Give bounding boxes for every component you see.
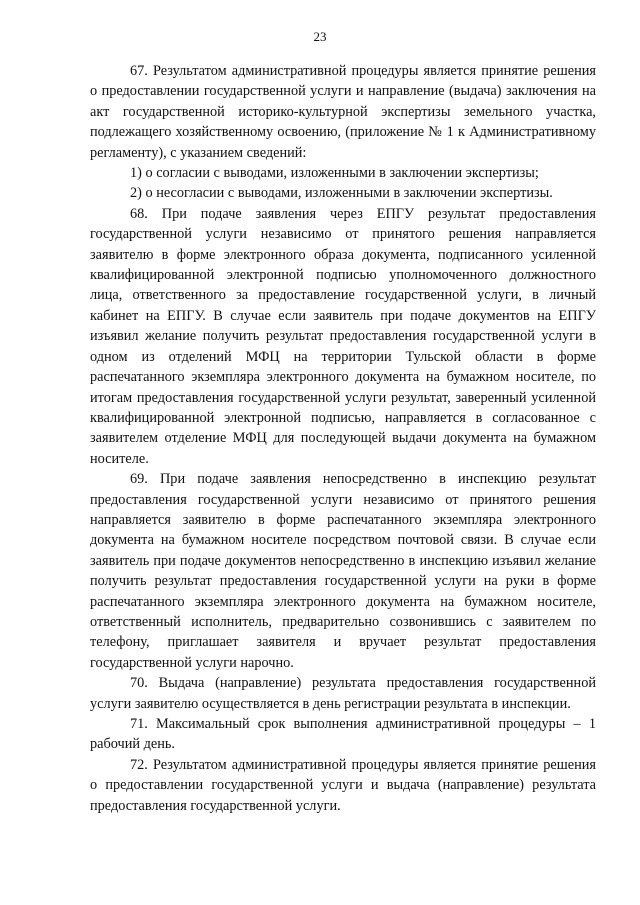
- paragraph-70: 70. Выдача (направление) результата предоставления государственной услуги заявителю осуществляется в день регистрации результата в инспекции.: [90, 675, 596, 712]
- paragraph-67-item-1: 1) о согласии с выводами, изложенными в заключении экспертизы;: [130, 165, 539, 182]
- paragraph-71: 71. Максимальный срок выполнения административной процедуры – 1 рабочий день.: [90, 716, 596, 753]
- paragraph-67-item-2: 2) о несогласии с выводами, изложенными в заключении экспертизы.: [130, 185, 553, 202]
- document-body: [90, 61, 596, 816]
- paragraph-68: 68. При подаче заявления через ЕПГУ результат предоставления государственной услуги независимо от принятого решения направляется заявителю в форме электронного образа документа, подписанного усиленной квалифицированной электронной подписью уполномоченного должностного лица, ответственного за предоставление государственной услуги, в личный кабинет на ЕПГУ. В случае если заявитель при подаче документов на ЕПГУ изъявил желание получить результат предоставления государственной услуги в одном из отделений МФЦ на территории Тульской области в форме распечатанного экземпляра электронного документа на бумажном носителе, по итогам предоставления государственной услуги результат, заверенный усиленной квалифицированной электронной подписью, направляется в согласованное с заявителем отделение МФЦ для последующей выдачи документа на бумажном носителе.: [90, 205, 596, 467]
- paragraph-72: 72. Результатом административной процедуры является принятие решения о предоставлении государственной услуги и выдача (направление) результата предоставления государственной услуги.: [90, 756, 596, 814]
- paragraph-67: 67. Результатом административной процедуры является принятие решения о предоставлении государственной услуги и направление (выдача) заключения на акт государственной историко-культурной экспертизы земельного участка, подлежащего хозяйственному освоению, (приложение № 1 к Административному регламенту), с указанием сведений:: [90, 63, 596, 161]
- paragraph-69: 69. При подаче заявления непосредственно в инспекцию результат предоставления государственной услуги независимо от принятого решения направляется заявителю в форме распечатанного экземпляра электронного документа на бумажном носителе посредством почтовой связи. В случае если заявитель при подаче документов непосредственно в инспекцию изъявил желание получить результат предоставления государственной услуги на руки в форме распечатанного экземпляра электронного документа на бумажном носителе, ответственный исполнитель, предварительно созвонившись с заявителем по телефону, приглашает заявителя и вручает результат предоставления государственной услуги нарочно.: [90, 471, 596, 671]
- page-number: 23: [313, 29, 327, 44]
